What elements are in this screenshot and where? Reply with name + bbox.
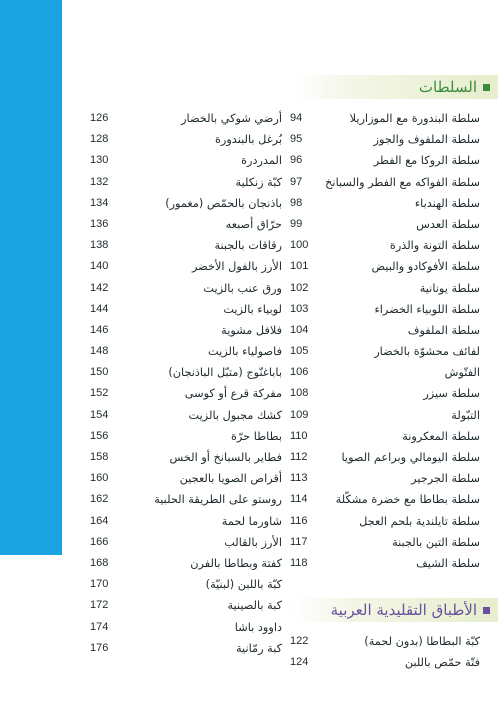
toc-entry <box>90 383 282 404</box>
toc-entry-page-number: 114 <box>290 493 308 506</box>
toc-entry <box>90 532 282 553</box>
toc-entry-title: سلطة اللوبياء الخضراء <box>374 302 480 316</box>
toc-entry <box>90 172 282 193</box>
section-heading-salads <box>292 75 498 99</box>
section-heading-salads-text: السلطات <box>418 78 477 96</box>
toc-entry <box>90 553 282 574</box>
toc-entry <box>90 129 282 150</box>
toc-entry-title: أقراص الصويا بالعجين <box>179 472 282 486</box>
toc-entry-page-number: 128 <box>90 133 109 146</box>
toc-entry <box>90 617 282 638</box>
toc-entry-page-number: 162 <box>90 493 109 506</box>
toc-entry-page-number: 130 <box>90 154 109 167</box>
toc-entry-title: مفركة قرع أو كوسى <box>184 387 282 401</box>
toc-entry <box>290 108 480 129</box>
toc-entry-page-number: 164 <box>90 514 109 527</box>
toc-entry <box>290 447 480 468</box>
toc-entry <box>290 532 480 553</box>
toc-entry-title: الفتّوش <box>444 366 480 380</box>
toc-entry <box>90 150 282 171</box>
toc-entry-page-number: 156 <box>90 429 109 442</box>
toc-entry-title: الأرز بالفول الأخضر <box>191 260 282 274</box>
page-margin <box>0 555 62 714</box>
toc-entry-page-number: 138 <box>90 239 109 252</box>
toc-entry-title: سلطة الهندباء <box>414 196 480 210</box>
toc-entry <box>290 426 480 447</box>
toc-entry <box>90 278 282 299</box>
toc-entry-page-number: 98 <box>290 196 303 209</box>
toc-entry-page-number: 142 <box>90 281 109 294</box>
toc-entry-title: سلطة يونانية <box>419 281 480 295</box>
toc-entry-title: فطاير بالسبانخ أو الخس <box>169 451 282 464</box>
toc-entry <box>290 278 480 299</box>
toc-entry-title: فلافل مشوية <box>221 323 282 337</box>
toc-entry <box>90 511 282 532</box>
toc-entry-title: باذنجان بالحمّص (مغمور) <box>165 196 282 210</box>
toc-entry-page-number: 96 <box>290 154 303 167</box>
toc-entry-title: أرضي شوكي بالخضار <box>181 112 282 125</box>
toc-entry-title: سلطة البندورة مع الموزاريلا <box>349 112 480 125</box>
toc-entry <box>290 341 480 362</box>
toc-entry-page-number: 100 <box>290 239 309 252</box>
toc-entry-page-number: 140 <box>90 260 109 273</box>
toc-entry <box>290 256 480 277</box>
toc-entry-title: كفتة وبطاطا بالفرن <box>190 556 282 570</box>
toc-entry-title: فاصولياء بالزيت <box>208 345 282 359</box>
toc-entry <box>290 468 480 489</box>
toc-entry <box>90 299 282 320</box>
toc-entry-page-number: 105 <box>290 345 309 358</box>
toc-entry-page-number: 148 <box>90 345 109 358</box>
toc-entry <box>90 341 282 362</box>
salads-list <box>290 108 480 574</box>
toc-entry <box>290 172 480 193</box>
toc-entry <box>90 235 282 256</box>
toc-entry <box>90 447 282 468</box>
toc-entry-page-number: 174 <box>90 620 109 633</box>
toc-entry-title: سلطة الأفوكادو والبيض <box>371 260 480 274</box>
traditional-list <box>290 631 480 673</box>
toc-entry-title: الأرز بالقالب <box>224 535 282 549</box>
toc-entry-page-number: 176 <box>90 641 109 654</box>
toc-entry-title: لوبياء بالزيت <box>223 302 282 316</box>
toc-entry <box>90 108 282 129</box>
toc-entry-title: رقاقات بالجبنة <box>214 239 282 253</box>
toc-entry-title: سلطة العدس <box>416 217 480 231</box>
toc-entry <box>290 511 480 532</box>
toc-entry-page-number: 94 <box>290 112 303 124</box>
toc-entry-page-number: 166 <box>90 535 109 548</box>
toc-entry <box>90 320 282 341</box>
toc-entry-title: سلطة الملفوف <box>407 323 480 337</box>
toc-entry-page-number: 172 <box>90 599 109 612</box>
toc-entry-page-number: 113 <box>290 472 308 485</box>
toc-entry <box>290 150 480 171</box>
toc-entry-title: حرّاق أصبعه <box>225 217 282 231</box>
toc-entry-page-number: 101 <box>290 260 309 273</box>
toc-entry-title: شاورما لحمة <box>221 514 282 528</box>
toc-entry <box>290 362 480 383</box>
toc-entry-page-number: 106 <box>290 366 309 379</box>
toc-entry-title: بطاطا حرّة <box>230 429 282 443</box>
toc-entry-title: سلطة التين بالجبنة <box>392 535 480 549</box>
toc-entry-title: سلطة الجرجير <box>411 472 480 486</box>
toc-entry-title: فتّة حمّص باللبن <box>404 656 480 670</box>
toc-entry-title: سلطة الفواكه مع الفطر والسبانخ <box>325 175 480 189</box>
toc-entry <box>90 256 282 277</box>
toc-entry-title: سلطة الروكا مع الفطر <box>373 154 480 168</box>
side-color-band <box>0 0 62 555</box>
toc-entry-title: سلطة اليومالي وبراعم الصويا <box>341 451 480 464</box>
toc-entry <box>290 405 480 426</box>
toc-entry <box>290 129 480 150</box>
toc-entry <box>90 489 282 510</box>
toc-entry-title: سلطة الملفوف والجوز <box>373 133 480 147</box>
toc-entry-page-number: 168 <box>90 556 109 569</box>
toc-entry-page-number: 154 <box>90 408 109 421</box>
toc-entry-title: سلطة الشيف <box>416 556 480 570</box>
traditional-list-continued <box>90 108 282 659</box>
toc-entry <box>290 383 480 404</box>
toc-entry-title: المدردرة <box>241 154 282 168</box>
toc-entry-page-number: 118 <box>290 556 308 569</box>
toc-entry-page-number: 158 <box>90 451 109 463</box>
section-heading-traditional-text: الأطباق التقليدية العربية <box>330 601 477 619</box>
toc-entry <box>90 426 282 447</box>
heading-bullet-icon <box>483 607 490 614</box>
toc-entry <box>290 631 480 652</box>
toc-entry-title: سلطة التونة والذرة <box>389 239 480 253</box>
toc-entry-page-number: 132 <box>90 175 109 188</box>
heading-bullet-icon <box>483 84 490 91</box>
toc-entry-page-number: 146 <box>90 323 109 336</box>
toc-entry <box>290 652 480 673</box>
toc-entry-title: سلطة المعكرونة <box>402 429 480 443</box>
toc-entry-page-number: 95 <box>290 133 303 146</box>
toc-entry <box>90 362 282 383</box>
toc-entry-page-number: 99 <box>290 217 303 230</box>
toc-entry <box>90 405 282 426</box>
toc-entry-page-number: 136 <box>90 217 109 230</box>
toc-entry <box>290 235 480 256</box>
toc-entry-page-number: 103 <box>290 302 309 315</box>
toc-entry <box>90 638 282 659</box>
toc-entry <box>90 193 282 214</box>
toc-entry-page-number: 144 <box>90 302 109 315</box>
toc-entry-title: التبّولة <box>451 408 480 422</box>
toc-entry <box>290 489 480 510</box>
toc-entry-title: كبة بالصينية <box>227 599 282 613</box>
toc-entry-title: سلطة بطاطا مع خضرة مشكّلة <box>335 493 480 507</box>
toc-entry-page-number: 110 <box>290 429 308 442</box>
toc-entry-page-number: 160 <box>90 472 109 485</box>
section-heading-traditional <box>290 598 498 622</box>
toc-entry-title: كبّة زنكلية <box>235 175 282 189</box>
toc-entry-title: سلطة تايلندية بلحم العجل <box>359 514 480 528</box>
toc-entry-page-number: 126 <box>90 112 109 124</box>
toc-entry-page-number: 109 <box>290 408 309 421</box>
toc-entry <box>290 553 480 574</box>
toc-entry-title: بُرغل بالبندورة <box>214 133 282 147</box>
toc-entry-page-number: 116 <box>290 514 308 527</box>
toc-entry-title: كبّة البطاطا (بدون لحمة) <box>364 635 480 648</box>
toc-entry <box>290 193 480 214</box>
toc-entry <box>290 214 480 235</box>
toc-entry <box>290 320 480 341</box>
toc-entry-title: كبّة باللبن (لبنيّة) <box>205 578 282 592</box>
toc-entry-title: باباغنّوج (متبّل الباذنجان) <box>168 366 282 380</box>
toc-entry-page-number: 97 <box>290 175 303 188</box>
toc-entry <box>290 299 480 320</box>
toc-entry-page-number: 117 <box>290 535 308 548</box>
toc-entry-page-number: 134 <box>90 196 109 209</box>
toc-entry-page-number: 150 <box>90 366 109 379</box>
toc-entry-page-number: 108 <box>290 387 309 400</box>
toc-entry-title: لفائف محشوّة بالخضار <box>374 345 480 359</box>
toc-entry-title: روستو على الطريقة الحلبية <box>154 493 282 507</box>
toc-entry-page-number: 102 <box>290 281 309 294</box>
toc-entry-page-number: 112 <box>290 451 308 463</box>
toc-entry <box>90 468 282 489</box>
toc-entry-title: سلطة سيزر <box>423 387 480 401</box>
toc-entry <box>90 574 282 595</box>
toc-entry-page-number: 104 <box>290 323 309 336</box>
toc-entry-page-number: 124 <box>290 656 309 669</box>
toc-entry-title: ورق عنب بالزيت <box>203 281 282 295</box>
toc-entry-page-number: 122 <box>290 635 309 647</box>
toc-entry-title: كشك مجبول بالزيت <box>188 408 282 422</box>
toc-entry <box>90 214 282 235</box>
toc-entry-title: داوود باشا <box>234 620 282 634</box>
toc-entry <box>90 595 282 616</box>
toc-entry-page-number: 170 <box>90 578 109 591</box>
toc-entry-page-number: 152 <box>90 387 109 400</box>
toc-entry-title: كبة رمّانية <box>236 641 282 655</box>
